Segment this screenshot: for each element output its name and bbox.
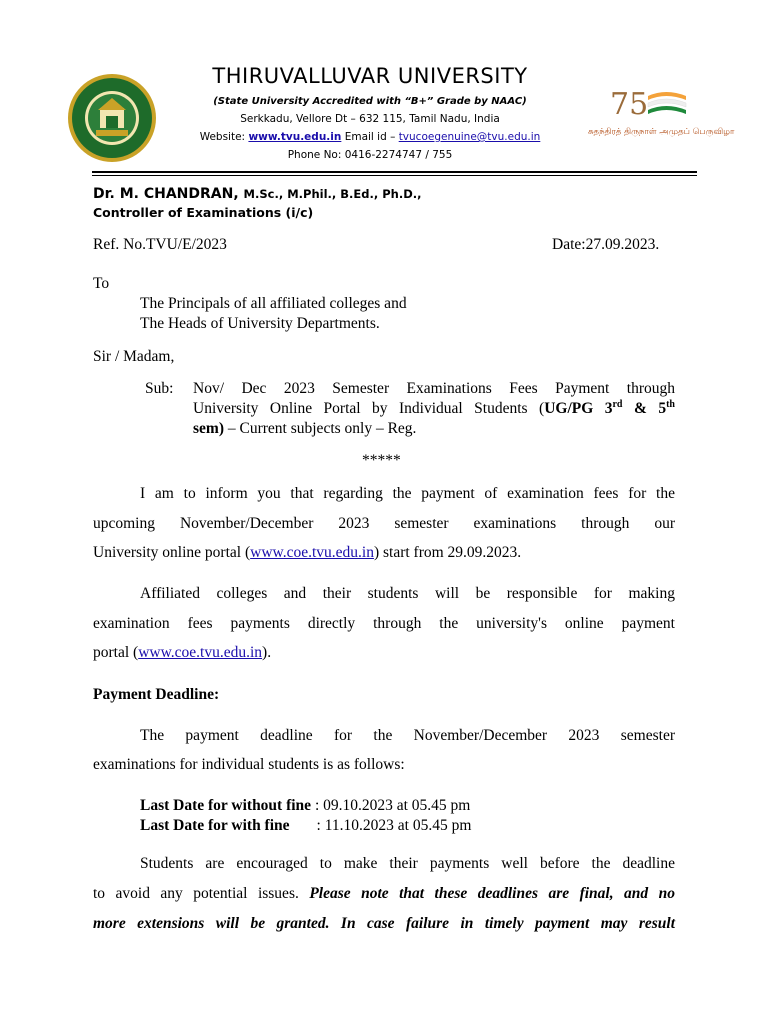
letter-date: Date:27.09.2023. (552, 236, 660, 253)
para3-line-1: The payment deadline for the November/December 2023 semester (140, 727, 675, 744)
emblem-number: 75 (610, 87, 649, 122)
header-rule-thin (92, 175, 697, 176)
university-seal-icon (66, 72, 158, 164)
university-address: Serkkadu, Vellore Dt – 632 115, Tamil Nadu, India (240, 113, 500, 125)
para4-line-3: more extensions will be granted. In case failure in timely payment may result (93, 915, 675, 932)
portal-link[interactable]: www.coe.tvu.edu.in (250, 544, 374, 561)
recipient-line-2: The Heads of University Departments. (140, 315, 380, 332)
portal-link-2[interactable]: www.coe.tvu.edu.in (138, 644, 263, 661)
phone-line: Phone No: 0416-2274747 / 755 (287, 149, 453, 161)
para2-line-2: examination fees payments directly through the university's online payment (93, 615, 675, 632)
para1-line-3: University online portal (www.coe.tvu.edu.in) start from 29.09.2023. (93, 544, 522, 561)
recipient-line-1: The Principals of all affiliated colleges and (140, 295, 407, 312)
signatory-name: Dr. M. CHANDRAN, M.Sc., M.Phil., B.Ed., Ph.D., (93, 186, 422, 202)
para1-line-1: I am to inform you that regarding the payment of examination fees for the (140, 485, 675, 502)
accreditation-line: (State University Accredited with “B+” Grade by NAAC) (213, 96, 527, 107)
subject-line-1: Nov/ Dec 2023 Semester Examinations Fees Payment through (193, 380, 675, 397)
deadline-heading: Payment Deadline: (93, 686, 220, 703)
para3-line-2: examinations for individual students is as follows: (93, 756, 405, 773)
salutation: Sir / Madam, (93, 348, 175, 365)
to-label: To (93, 275, 110, 292)
signatory-degrees: M.Sc., M.Phil., B.Ed., Ph.D., (243, 187, 422, 201)
website-link[interactable]: www.tvu.edu.in (248, 131, 342, 143)
separator: ***** (362, 452, 401, 469)
azadi-emblem-icon (608, 84, 688, 124)
contact-line (150, 131, 590, 143)
university-name: THIRUVALLUVAR UNIVERSITY (212, 64, 528, 88)
subject-line-2: University Online Portal by Individual Students (UG/PG 3rd & 5th (193, 398, 675, 417)
signatory-title: Controller of Examinations (i/c) (93, 205, 314, 220)
deadline-with-fine: Last Date for with fine : 11.10.2023 at 05.45 pm (140, 817, 472, 834)
para2-line-1: Affiliated colleges and their students will be responsible for making (140, 585, 675, 602)
website-label: Website: (199, 131, 246, 143)
para4-line-2: to avoid any potential issues. Please note that these deadlines are final, and no (93, 885, 675, 902)
reference-number: Ref. No.TVU/E/2023 (93, 236, 227, 253)
para1-line-2: upcoming November/December 2023 semester examinations through our (93, 515, 675, 532)
subject-line-3: sem) – Current subjects only – Reg. (193, 420, 417, 437)
email-label: Email id – (344, 131, 396, 143)
para4-line-1: Students are encouraged to make their payments well before the deadline (140, 855, 675, 872)
deadline-without-fine: Last Date for without fine : 09.10.2023 at 05.45 pm (140, 797, 471, 814)
email-link[interactable]: tvucoegenuine@tvu.edu.in (398, 131, 541, 143)
subject-label: Sub: (145, 380, 174, 397)
para2-line-3: portal (www.coe.tvu.edu.in). (93, 644, 272, 661)
emblem-caption: சுதந்திரத் திருநாள் அமுதப் பெருவிழா (588, 127, 735, 137)
header-rule (92, 171, 697, 173)
